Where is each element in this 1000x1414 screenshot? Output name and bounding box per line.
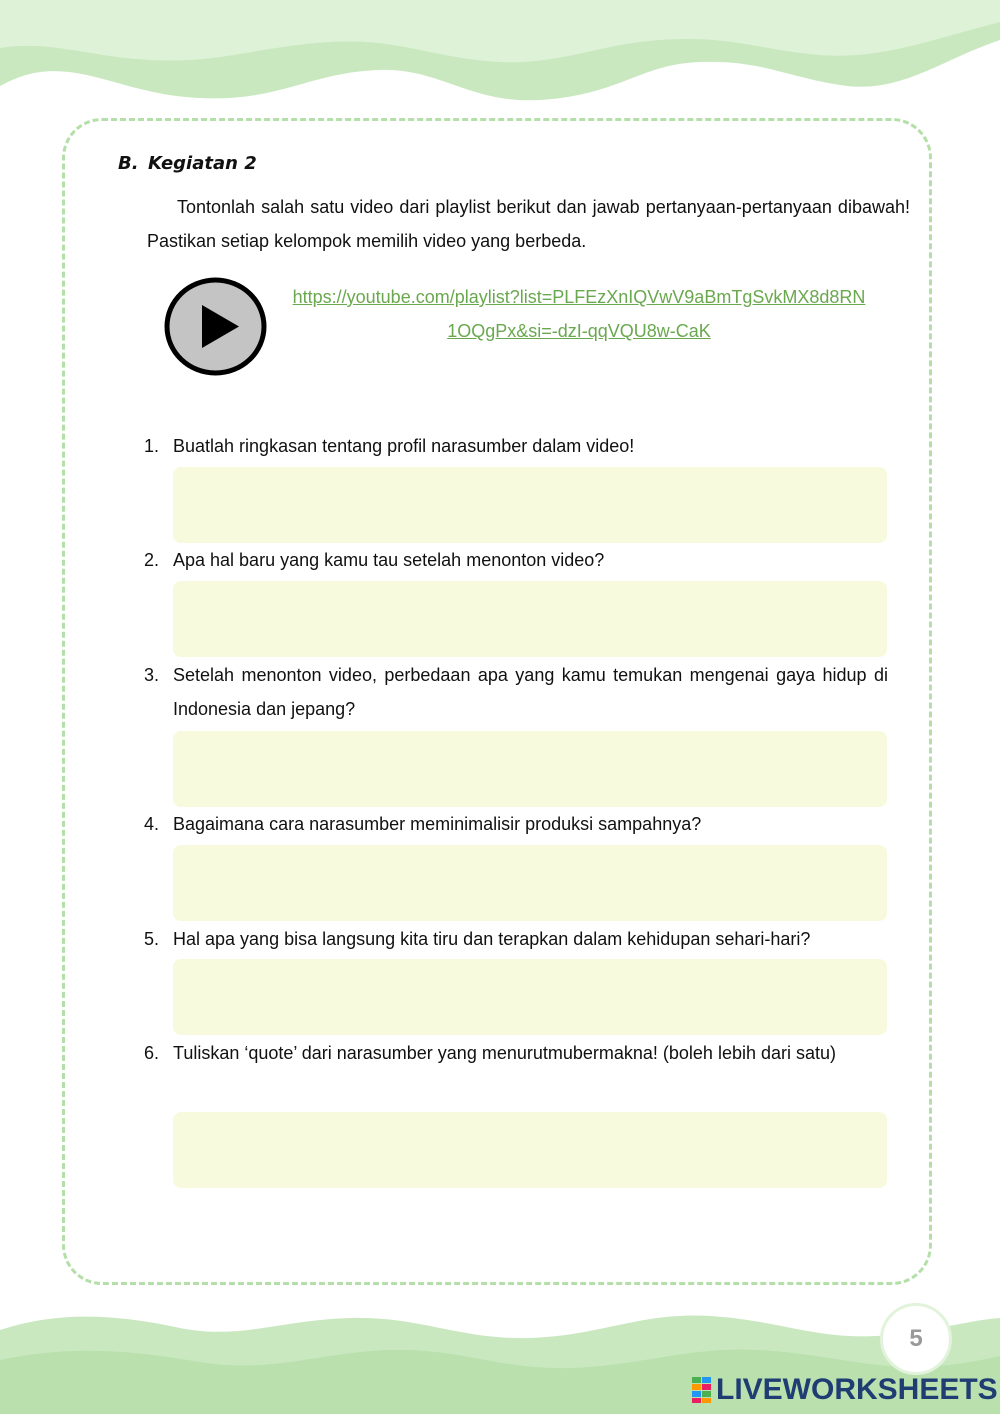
question-number: 6. [144,1043,160,1063]
question-number: 5. [144,929,160,949]
question-1 [144,429,888,463]
play-icon[interactable] [162,275,269,378]
question-number: 1. [144,436,160,456]
answer-box-6[interactable] [173,1112,887,1188]
question-2 [144,543,888,577]
question-text: Setelah menonton video, perbedaan apa yang kamu temukan mengenai gaya hidup di Indonesia dan jepang? [173,665,888,719]
question-number: 2. [144,550,160,570]
question-text: Tuliskan ‘quote’ dari narasumber yang menurutmubermakna! (boleh lebih dari satu) [173,1043,837,1063]
question-text: Apa hal baru yang kamu tau setelah menonton video? [173,550,605,570]
section-letter: B. [118,153,139,174]
question-text: Buatlah ringkasan tentang profil narasumber dalam video! [173,436,635,456]
question-text: Hal apa yang bisa langsung kita tiru dan terapkan dalam kehidupan sehari-hari? [173,929,811,949]
question-number: 4. [144,814,160,834]
intro-paragraph: Tontonlah salah satu video dari playlist berikut dan jawab pertanyaan-pertanyaan dibawah! Pastikan setiap kelompok memilih video yang berbeda. [147,197,910,251]
brand-name: LIVEWORKSHEETS [716,1373,998,1406]
question-3 [144,658,888,726]
liveworksheets-brand [692,1373,998,1407]
question-4 [144,807,888,841]
answer-box-1[interactable] [173,467,887,543]
top-wave-decoration [0,0,1000,120]
question-text: Bagaimana cara narasumber meminimalisir produksi sampahnya? [173,814,702,834]
liveworksheets-logo-icon [692,1377,712,1403]
page-number: 5 [880,1303,952,1375]
question-5 [144,922,888,956]
section-title: Kegiatan 2 [148,153,257,174]
question-number: 3. [144,665,160,685]
question-6 [144,1036,888,1070]
answer-box-3[interactable] [173,731,887,807]
section-heading [118,153,257,174]
video-playlist-link[interactable]: https://youtube.com/playlist?list=PLFEzXnIQVwV9aBmTgSvkMX8d8RN1OQgPx&si=-dzI-qqVQU8w-CaK [292,287,866,341]
answer-box-4[interactable] [173,845,887,921]
answer-box-5[interactable] [173,959,887,1035]
answer-box-2[interactable] [173,581,887,657]
